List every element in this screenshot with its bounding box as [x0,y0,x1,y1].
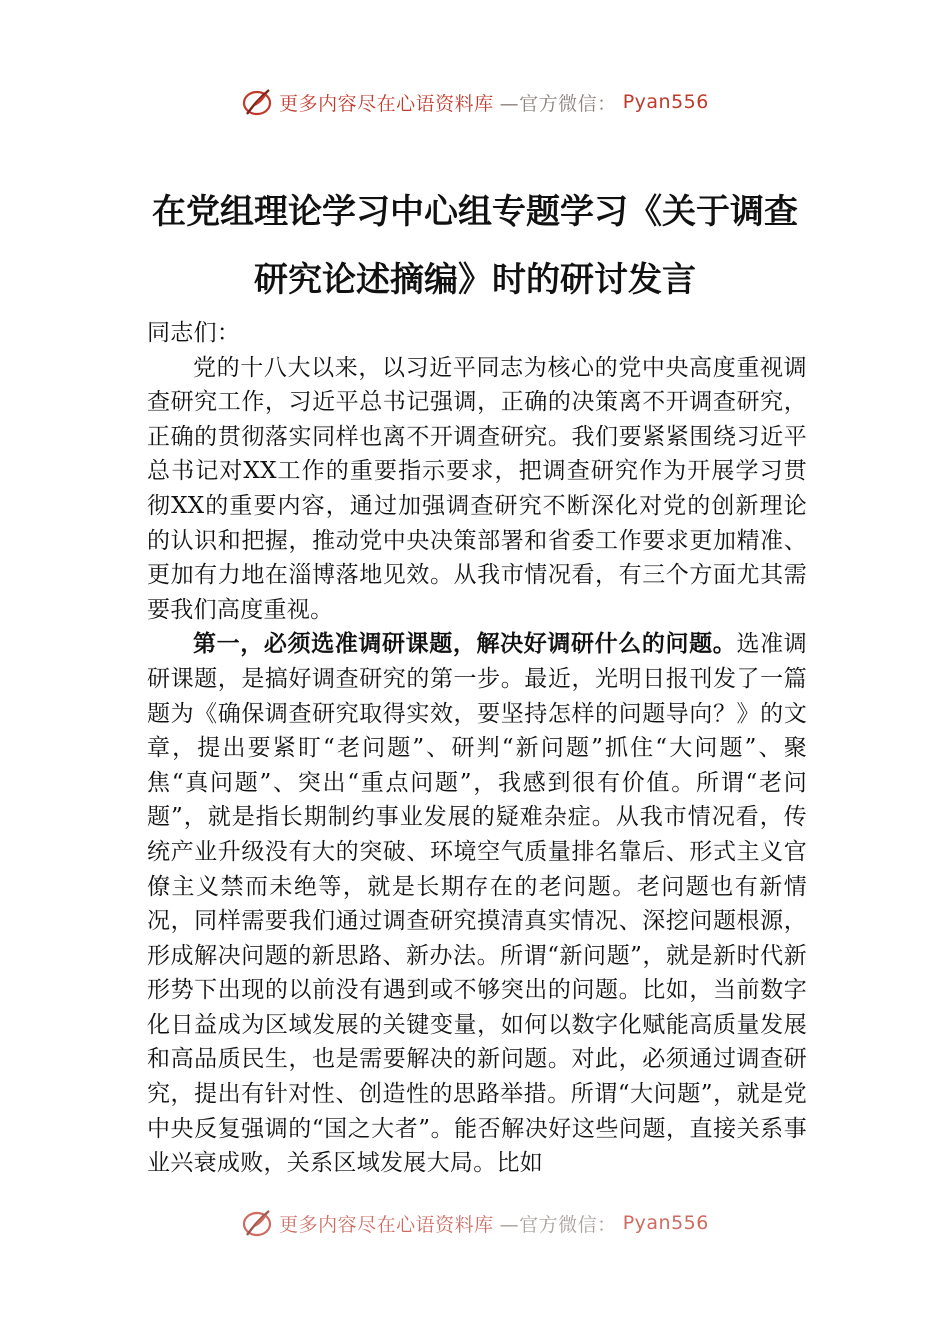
feather-logo-icon [241,86,273,118]
document-title: 在党组理论学习中心组专题学习《关于调查研究论述摘编》时的研讨发言 [152,192,798,300]
watermark-text-wechat: —官方微信： [499,92,617,115]
salutation: 同志们： [147,320,241,346]
paragraph-first-point-body: 选准调研课题，是搞好调查研究的第一步。最近，光明日报刊发了一篇题为《确保调查研究取得实效，要坚持怎样的问题导向？》的文章，提出要紧盯“老问题”、研判“新问题”抓住“大问题”、聚焦“真问题”、突出“重点问题”，我感到很有价值。所谓“老问题”，就是指长期制约事业发展的疑难杂症。从我市情况看，传统产业升级没有大的突破、环境空气质量排名靠后、形式主义官僚主义禁而未绝等，就是长期存在的老问题。老问题也有新情况，同样需要我们通过调查研究摸清真实情况、深挖问题根源，形成解决问题的新思路、新办法。所谓“新问题”，就是新时代新形势下出现的以前没有遇到或不够突出的问题。比如，当前数字化日益成为区域发展的关键变量，如何以数字化赋能高质量发展和高品质民生，也是需要解决的新问题。对此，必须通过调查研究，提出有针对性、创造性的思路举措。所谓“大问题”，就是党中央反复强调的“国之大者”。能否解决好这些问题，直接关系事业兴衰成败，关系区域发展大局。比如 [147,631,807,1177]
paragraph-first-point-heading: 第一，必须选准调研课题，解决好调研什么的问题。 [193,630,737,658]
watermark-text-id: Pyan556 [622,91,709,113]
watermark-footer [0,1203,950,1243]
watermark-header [0,82,950,122]
watermark-text-id: Pyan556 [622,1212,709,1234]
watermark-text-main: 更多内容尽在心语资料库 [279,1213,494,1236]
paragraph-first-point [147,627,807,1181]
paragraph-intro: 党的十八大以来，以习近平同志为核心的党中央高度重视调查研究工作，习近平总书记强调，正确的决策离不开调查研究，正确的贯彻落实同样也离不开调查研究。我们要紧紧围绕习近平总书记对XX工作的重要指示要求，把调查研究作为开展学习贯彻XX的重要内容，通过加强调查研究不断深化对党的创新理论的认识和把握，推动党中央决策部署和省委工作要求更加精准、更加有力地在淄博落地见效。从我市情况看，有三个方面尤其需要我们高度重视。 [147,354,807,623]
watermark-text-wechat: —官方微信： [499,1213,617,1236]
watermark-text-main: 更多内容尽在心语资料库 [279,92,494,115]
feather-logo-icon [241,1207,273,1239]
document-body [147,316,807,1181]
